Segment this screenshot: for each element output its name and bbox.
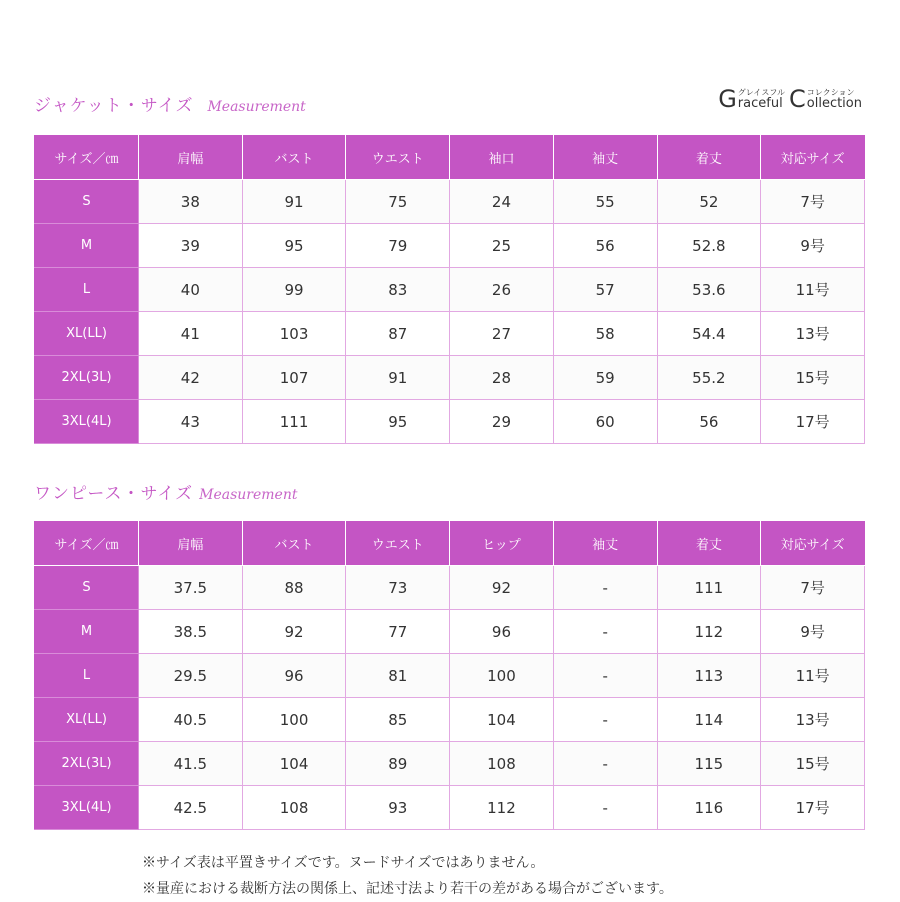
measurement-cell: 96 — [242, 654, 346, 698]
measurement-cell: 95 — [242, 224, 346, 268]
measurement-cell: 41.5 — [139, 742, 243, 786]
measurement-cell: 111 — [242, 400, 346, 444]
table-row — [35, 356, 865, 400]
measurement-cell: 42 — [139, 356, 243, 400]
measurement-cell: 59 — [553, 356, 657, 400]
measurement-cell: 91 — [346, 356, 450, 400]
onepiece-size-title — [34, 479, 297, 504]
measurement-cell: 52.8 — [657, 224, 761, 268]
measurement-cell: 9号 — [761, 224, 865, 268]
measurement-cell: 41 — [139, 312, 243, 356]
column-header: 袖丈 — [553, 522, 657, 566]
measurement-cell: 100 — [450, 654, 554, 698]
size-label-cell: S — [35, 566, 139, 610]
table-header-row — [35, 522, 865, 566]
measurement-cell: 103 — [242, 312, 346, 356]
measurement-cell: 99 — [242, 268, 346, 312]
measurement-cell: 95 — [346, 400, 450, 444]
measurement-cell: 92 — [450, 566, 554, 610]
measurement-cell: 108 — [242, 786, 346, 830]
measurement-cell: - — [553, 786, 657, 830]
measurement-cell: 88 — [242, 566, 346, 610]
table-row — [35, 742, 865, 786]
measurement-cell: 43 — [139, 400, 243, 444]
measurement-cell: 11号 — [761, 654, 865, 698]
table-row — [35, 400, 865, 444]
measurement-cell: 26 — [450, 268, 554, 312]
measurement-cell: 25 — [450, 224, 554, 268]
measurement-cell: 93 — [346, 786, 450, 830]
table-row — [35, 654, 865, 698]
measurement-cell: 29 — [450, 400, 554, 444]
measurement-cell: 39 — [139, 224, 243, 268]
measurement-cell: 111 — [657, 566, 761, 610]
measurement-cell: 42.5 — [139, 786, 243, 830]
measurement-cell: 52 — [657, 180, 761, 224]
measurement-cell: 28 — [450, 356, 554, 400]
measurement-cell: 29.5 — [139, 654, 243, 698]
size-label-cell: 2XL(3L) — [35, 742, 139, 786]
table-row — [35, 786, 865, 830]
measurement-cell: 11号 — [761, 268, 865, 312]
column-header: サイズ／㎝ — [35, 136, 139, 180]
column-header: 着丈 — [657, 522, 761, 566]
column-header: 着丈 — [657, 136, 761, 180]
size-label-cell: 3XL(4L) — [35, 400, 139, 444]
measurement-cell: 73 — [346, 566, 450, 610]
jacket-title-text: ジャケット・サイズ — [34, 96, 194, 116]
measurement-cell: 17号 — [761, 400, 865, 444]
table-header-row — [35, 136, 865, 180]
measurement-cell: 27 — [450, 312, 554, 356]
column-header: ウエスト — [346, 522, 450, 566]
measurement-cell: 91 — [242, 180, 346, 224]
brand-kana-collection: コレクション — [806, 88, 855, 97]
onepiece-title-text: ワンピース・サイズ — [34, 484, 194, 504]
measurement-cell: 96 — [450, 610, 554, 654]
table-row — [35, 698, 865, 742]
table-row — [35, 610, 865, 654]
size-label-cell: L — [35, 268, 139, 312]
measurement-cell: - — [553, 566, 657, 610]
measurement-cell: 53.6 — [657, 268, 761, 312]
measurement-cell: 77 — [346, 610, 450, 654]
table-row — [35, 224, 865, 268]
column-header: ウエスト — [346, 136, 450, 180]
measurement-cell: 107 — [242, 356, 346, 400]
jacket-measurement-script: Measurement — [207, 99, 306, 115]
measurement-cell: 75 — [346, 180, 450, 224]
measurement-cell: 40.5 — [139, 698, 243, 742]
table-row — [35, 566, 865, 610]
size-label-cell: M — [35, 610, 139, 654]
onepiece-measurement-script: Measurement — [199, 487, 298, 503]
size-label-cell: 3XL(4L) — [35, 786, 139, 830]
measurement-cell: 38.5 — [139, 610, 243, 654]
note-line: ※サイズ表は平置きサイズです。ヌードサイズではありません。 — [142, 855, 545, 871]
measurement-cell: 15号 — [761, 356, 865, 400]
measurement-cell: 13号 — [761, 312, 865, 356]
brand-cap-g: G — [718, 85, 737, 113]
measurement-cell: 104 — [450, 698, 554, 742]
measurement-cell: 114 — [657, 698, 761, 742]
measurement-cell: - — [553, 610, 657, 654]
measurement-cell: 7号 — [761, 180, 865, 224]
measurement-cell: 55 — [553, 180, 657, 224]
measurement-cell: 57 — [553, 268, 657, 312]
measurement-cell: 79 — [346, 224, 450, 268]
measurement-cell: 85 — [346, 698, 450, 742]
measurement-cell: 54.4 — [657, 312, 761, 356]
measurement-cell: 113 — [657, 654, 761, 698]
brand-word-collection: ollection — [806, 96, 862, 111]
column-header: 対応サイズ — [761, 522, 865, 566]
brand-logo — [718, 85, 866, 113]
measurement-cell: 13号 — [761, 698, 865, 742]
note-line: ※量産における裁断方法の関係上、記述寸法より若干の差がある場合がございます。 — [142, 881, 673, 897]
column-header: バスト — [242, 136, 346, 180]
measurement-cell: 15号 — [761, 742, 865, 786]
measurement-cell: 9号 — [761, 610, 865, 654]
measurement-cell: 116 — [657, 786, 761, 830]
column-header: 肩幅 — [139, 136, 243, 180]
measurement-cell: 92 — [242, 610, 346, 654]
measurement-cell: 81 — [346, 654, 450, 698]
onepiece-size-table — [34, 521, 865, 830]
brand-word-graceful: raceful — [737, 96, 783, 111]
measurement-cell: 58 — [553, 312, 657, 356]
column-header: 袖口 — [450, 136, 554, 180]
measurement-cell: 115 — [657, 742, 761, 786]
measurement-cell: 108 — [450, 742, 554, 786]
measurement-cell: 17号 — [761, 786, 865, 830]
measurement-cell: 104 — [242, 742, 346, 786]
brand-kana-graceful: グレイスフル — [737, 88, 785, 97]
measurement-cell: - — [553, 742, 657, 786]
column-header: 対応サイズ — [761, 136, 865, 180]
size-notes — [142, 850, 673, 902]
measurement-cell: 83 — [346, 268, 450, 312]
measurement-cell: 112 — [450, 786, 554, 830]
measurement-cell: 24 — [450, 180, 554, 224]
measurement-cell: 89 — [346, 742, 450, 786]
table-row — [35, 180, 865, 224]
measurement-cell: 56 — [657, 400, 761, 444]
measurement-cell: 87 — [346, 312, 450, 356]
measurement-cell: - — [553, 698, 657, 742]
measurement-cell: 56 — [553, 224, 657, 268]
measurement-cell: 112 — [657, 610, 761, 654]
measurement-cell: 38 — [139, 180, 243, 224]
measurement-cell: 100 — [242, 698, 346, 742]
measurement-cell: 7号 — [761, 566, 865, 610]
column-header: 袖丈 — [553, 136, 657, 180]
column-header: ヒップ — [450, 522, 554, 566]
column-header: バスト — [242, 522, 346, 566]
measurement-cell: - — [553, 654, 657, 698]
brand-cap-c: C — [789, 85, 806, 113]
size-label-cell: M — [35, 224, 139, 268]
size-label-cell: L — [35, 654, 139, 698]
jacket-size-table — [34, 135, 865, 444]
column-header: サイズ／㎝ — [35, 522, 139, 566]
measurement-cell: 55.2 — [657, 356, 761, 400]
size-label-cell: XL(LL) — [35, 698, 139, 742]
measurement-cell: 37.5 — [139, 566, 243, 610]
measurement-cell: 40 — [139, 268, 243, 312]
column-header: 肩幅 — [139, 522, 243, 566]
jacket-size-title — [34, 91, 306, 116]
size-label-cell: XL(LL) — [35, 312, 139, 356]
table-row — [35, 268, 865, 312]
measurement-cell: 60 — [553, 400, 657, 444]
size-label-cell: S — [35, 180, 139, 224]
size-label-cell: 2XL(3L) — [35, 356, 139, 400]
table-row — [35, 312, 865, 356]
